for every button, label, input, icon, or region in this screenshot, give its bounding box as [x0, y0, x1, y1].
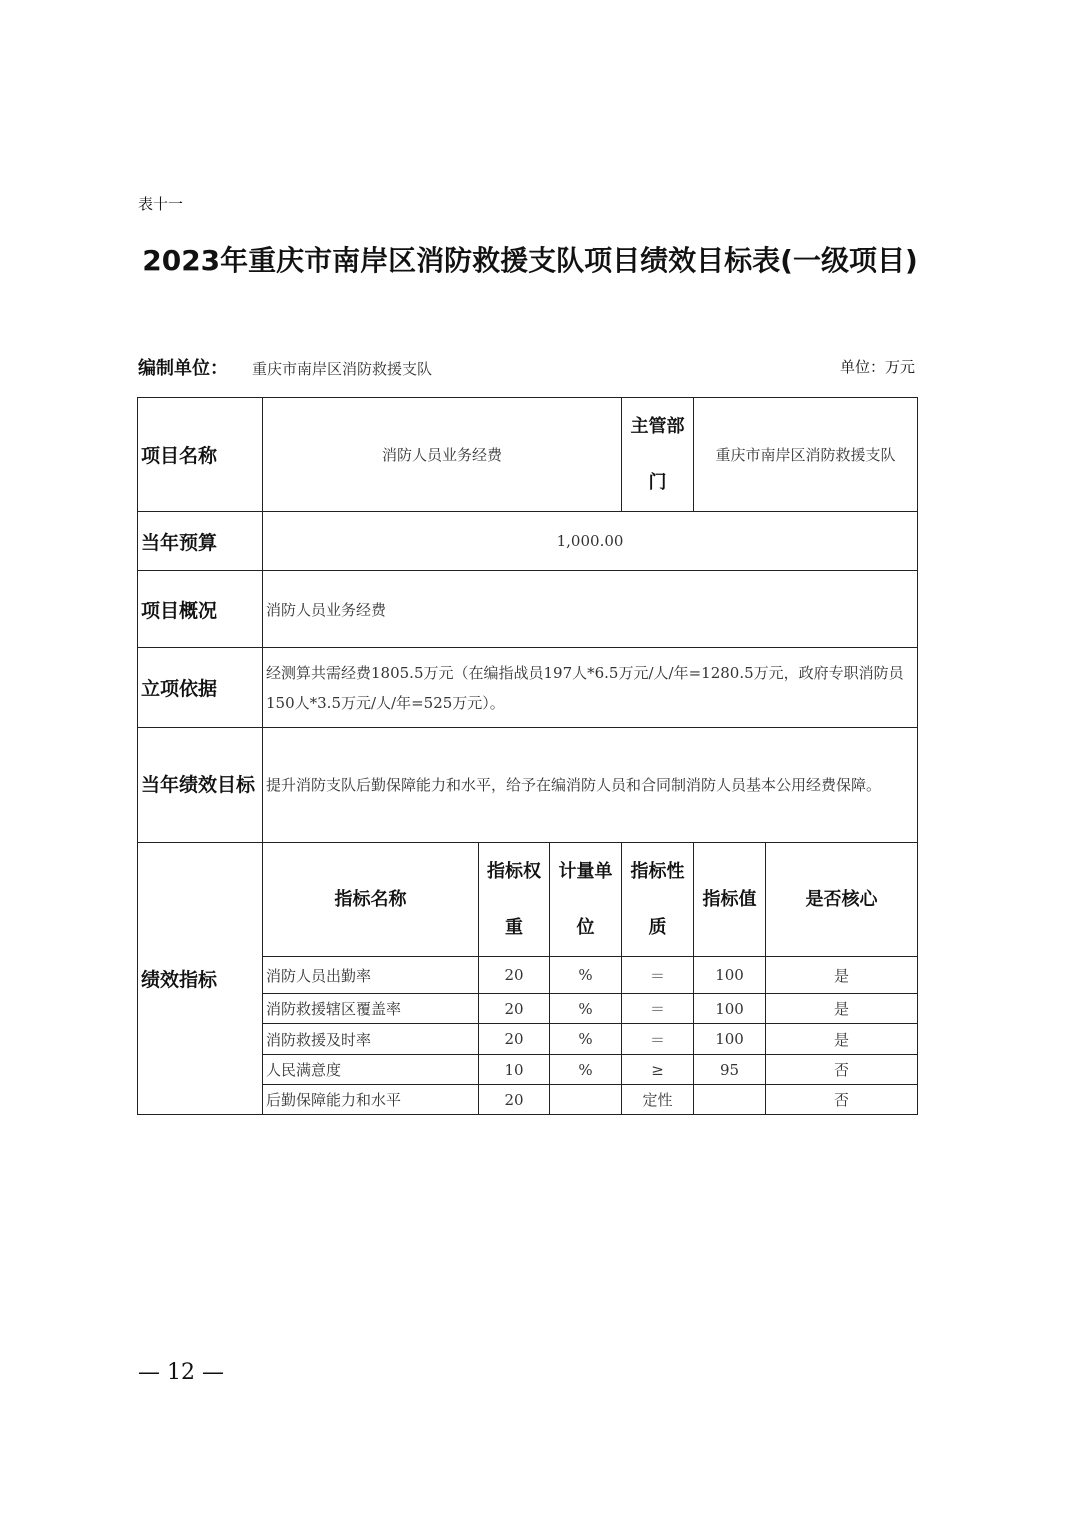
- indicator-core: 是: [766, 994, 918, 1024]
- indicator-weight: 20: [479, 1085, 550, 1115]
- doc-label: 表十一: [138, 195, 184, 213]
- indicator-unit: [550, 1085, 622, 1115]
- indicator-value: 100: [694, 957, 766, 994]
- indicator-weight: 20: [479, 994, 550, 1024]
- header-value: 指标值: [694, 843, 766, 957]
- goal-value: 提升消防支队后勤保障能力和水平，给予在编消防人员和合同制消防人员基本公用经费保障。: [263, 728, 918, 843]
- indicator-nature: 定性: [622, 1085, 694, 1115]
- indicator-unit: %: [550, 1024, 622, 1055]
- indicator-core: 否: [766, 1085, 918, 1115]
- header-nature: 指标性质: [622, 843, 694, 957]
- unit-row: [138, 354, 915, 380]
- indicator-nature: ＝: [622, 1024, 694, 1055]
- indicator-weight: 10: [479, 1055, 550, 1085]
- indicator-core: 否: [766, 1055, 918, 1085]
- indicator-nature: ＝: [622, 957, 694, 994]
- indicator-core: 是: [766, 957, 918, 994]
- dept-label: 主管部门: [622, 398, 694, 512]
- indicator-value: 95: [694, 1055, 766, 1085]
- compile-unit-label: 编制单位：: [138, 358, 228, 379]
- performance-table: [137, 397, 918, 1115]
- indicator-name: 消防救援辖区覆盖率: [263, 994, 479, 1024]
- basis-value: 经测算共需经费1805.5万元（在编指战员197人*6.5万元/人/年=1280.5万元，政府专职消防员150人*3.5万元/人/年=525万元）。: [263, 648, 918, 728]
- indicator-unit: %: [550, 957, 622, 994]
- page-number: — 12 —: [138, 1360, 224, 1385]
- currency-unit: 单位：万元: [839, 358, 915, 376]
- indicators-label: 绩效指标: [138, 843, 263, 1115]
- page-title: 2023年重庆市南岸区消防救援支队项目绩效目标表(一级项目): [142, 244, 918, 277]
- indicator-unit: %: [550, 994, 622, 1024]
- indicator-name: 后勤保障能力和水平: [263, 1085, 479, 1115]
- indicator-name: 人民满意度: [263, 1055, 479, 1085]
- indicator-value: 100: [694, 994, 766, 1024]
- project-name-value: 消防人员业务经费: [263, 398, 622, 512]
- overview-value: 消防人员业务经费: [263, 571, 918, 648]
- indicator-value: 100: [694, 1024, 766, 1055]
- basis-label: 立项依据: [138, 648, 263, 728]
- goal-label: 当年绩效目标: [138, 728, 263, 843]
- budget-label: 当年预算: [138, 512, 263, 571]
- indicator-name: 消防人员出勤率: [263, 957, 479, 994]
- indicator-weight: 20: [479, 1024, 550, 1055]
- header-indicator-name: 指标名称: [263, 843, 479, 957]
- project-name-label: 项目名称: [138, 398, 263, 512]
- dept-value: 重庆市南岸区消防救援支队: [694, 398, 918, 512]
- indicator-name: 消防救援及时率: [263, 1024, 479, 1055]
- header-weight: 指标权重: [479, 843, 550, 957]
- indicator-core: 是: [766, 1024, 918, 1055]
- compile-unit-value: 重庆市南岸区消防救援支队: [252, 360, 433, 378]
- indicator-nature: ≥: [622, 1055, 694, 1085]
- header-core: 是否核心: [766, 843, 918, 957]
- overview-label: 项目概况: [138, 571, 263, 648]
- indicator-unit: %: [550, 1055, 622, 1085]
- indicator-value: [694, 1085, 766, 1115]
- indicator-nature: ＝: [622, 994, 694, 1024]
- budget-value: 1,000.00: [263, 512, 918, 571]
- header-unit: 计量单位: [550, 843, 622, 957]
- indicator-weight: 20: [479, 957, 550, 994]
